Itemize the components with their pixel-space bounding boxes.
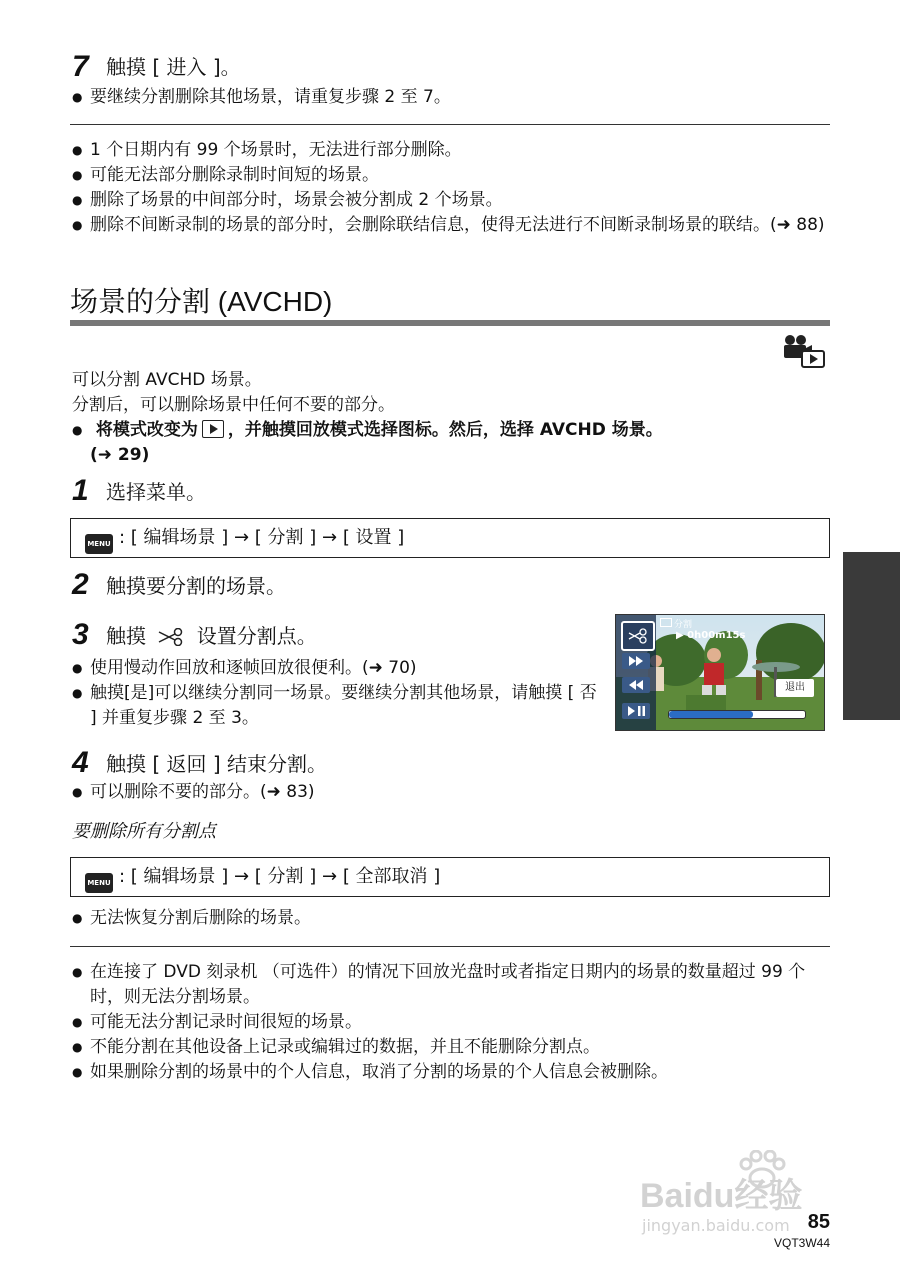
step-3-text-pre: 触摸 — [106, 624, 146, 648]
page-number: 85 — [807, 1211, 830, 1233]
menu-icon: MENU — [85, 534, 113, 554]
scissors-icon — [156, 627, 186, 651]
step-4-note: ● 可以删除不要的部分。(➜ 83) — [72, 780, 850, 805]
intro-bullet — [72, 418, 850, 443]
chapter-side-tab — [843, 552, 900, 720]
screen-time — [676, 630, 745, 642]
section-underline — [70, 320, 830, 326]
watermark-url: jingyan.baidu.com — [642, 1216, 790, 1235]
rewind-button[interactable] — [622, 677, 650, 693]
step-1-text: 选择菜单。 — [106, 480, 206, 504]
intro-bullet-pre: 将模式改变为 — [95, 420, 198, 440]
notes-list-1 — [72, 138, 832, 238]
progress-bar[interactable] — [668, 710, 806, 719]
step-7-text: 触摸 [ 进入 ]。 — [106, 55, 241, 79]
step-4-number: 4 — [72, 746, 89, 779]
exit-button[interactable]: 退出 — [776, 679, 814, 697]
divider — [70, 124, 830, 125]
step-3-bullet: ● 使用慢动作回放和逐帧回放很便利。(➜ 70) — [72, 656, 600, 681]
note-item: ● 删除了场景的中间部分时，场景会被分割成 2 个场景。 — [72, 188, 832, 213]
play-pause-button[interactable] — [622, 703, 650, 719]
step-7-note: ● 要继续分割删除其他场景，请重复步骤 2 至 7。 — [72, 85, 850, 110]
step-2-text: 触摸要分割的场景。 — [106, 574, 286, 598]
intro-ref: (➜ 29) — [90, 445, 150, 465]
step-3-bullet: ● 触摸[是]可以继续分割同一场景。要继续分割其他场景，请触摸 [ 否 ] 并重复步骤 2 至 3。 — [72, 681, 600, 731]
note-item: ● 1 个日期内有 99 个场景时，无法进行部分删除。 — [72, 138, 832, 163]
fast-forward-button[interactable] — [622, 653, 650, 669]
split-mode-icon — [660, 618, 672, 627]
intro-bullet-post: ，并触摸回放模式选择图标。然后，选择 AVCHD 场景。 — [227, 420, 663, 440]
section-title — [70, 284, 332, 320]
menu-2-note: ● 无法恢复分割后删除的场景。 — [72, 906, 850, 931]
step-4-text: 触摸 [ 返回 ] 结束分割。 — [106, 752, 328, 776]
watermark-text: Baidu经验 — [640, 1177, 803, 1215]
progress-fill — [669, 711, 753, 718]
step-7-number: 7 — [72, 50, 89, 83]
note-item: ● 可能无法部分删除录制时间短的场景。 — [72, 163, 832, 188]
menu-path-2: : [ 编辑场景 ] → [ 分割 ] → [ 全部取消 ] — [119, 866, 441, 887]
note-item: ● 不能分割在其他设备上记录或编辑过的数据，并且不能删除分割点。 — [72, 1035, 832, 1060]
notes-list-2 — [72, 960, 832, 1085]
divider — [70, 946, 830, 947]
note-item: ● 如果删除分割的场景中的个人信息，取消了分割的场景的个人信息会被删除。 — [72, 1060, 832, 1085]
intro-line-2: 分割后，可以删除场景中任何不要的部分。 — [72, 395, 395, 415]
note-item: ● 在连接了 DVD 刻录机 （可选件）的情况下回放光盘时或者指定日期内的场景的数量超过 99 个时，则无法分割场景。 — [72, 960, 832, 1010]
menu-path-box-2 — [70, 857, 830, 897]
note-item: ● 删除不间断录制的场景的部分时，会删除联结信息，使得无法进行不间断录制场景的联结。(➜ 88) — [72, 213, 832, 238]
step-3-number: 3 — [72, 618, 89, 651]
split-button[interactable] — [621, 621, 655, 651]
step-3-text — [106, 624, 317, 651]
step-2-number: 2 — [72, 568, 89, 601]
step-3-text-post: 设置分割点。 — [196, 624, 317, 648]
subheading: 要删除所有分割点 — [72, 821, 216, 842]
play-indicator-icon: ▶ — [676, 630, 688, 641]
intro-line-1: 可以分割 AVCHD 场景。 — [72, 370, 262, 390]
note-item: ● 可能无法分割记录时间很短的场景。 — [72, 1010, 832, 1035]
step-1-number: 1 — [72, 474, 89, 507]
step-3-bullets — [72, 656, 600, 731]
screen-time-text: 0h00m15s — [687, 630, 746, 641]
document-code: VQT3W44 — [773, 1236, 830, 1250]
section-title-text: 场景的分割 (AVCHD) — [70, 286, 333, 317]
video-playback-mode-icon — [782, 334, 826, 368]
playback-icon — [202, 420, 224, 438]
menu-path-box-1 — [70, 518, 830, 558]
screen-title-text: 分割 — [674, 620, 693, 630]
menu-icon: MENU — [85, 873, 113, 893]
camera-screen-illustration — [615, 614, 825, 731]
menu-path-1: : [ 编辑场景 ] → [ 分割 ] → [ 设置 ] — [119, 527, 405, 548]
